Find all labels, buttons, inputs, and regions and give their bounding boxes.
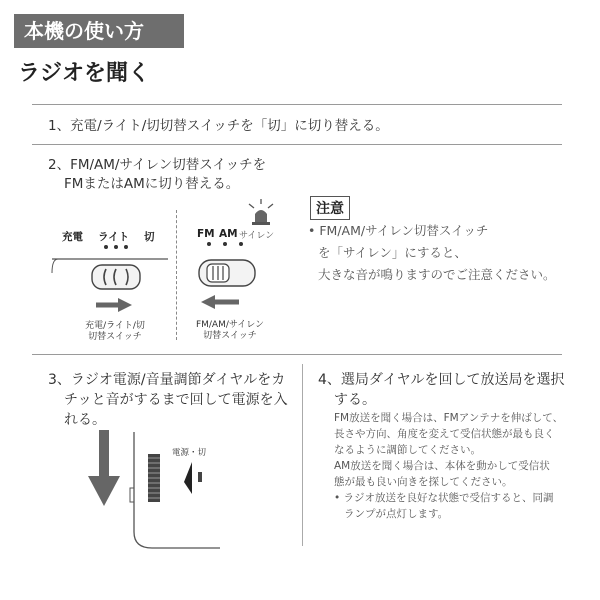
- fm-detail-line2: 長さや方向、角度を変えて受信状態が最も良く: [334, 428, 555, 440]
- step-3-line1: 3、ラジオ電源/音量調節ダイヤルをカ: [48, 372, 286, 388]
- fm-detail-line3: なるように調節してください。: [334, 444, 481, 456]
- divider: [32, 354, 562, 355]
- divider: [32, 104, 562, 105]
- am-detail-line2: 態が最も良い向きを探してください。: [334, 476, 513, 488]
- arrow-left-icon: [199, 294, 241, 310]
- step-2-line1: 2、FM/AM/サイレン切替スイッチを: [48, 157, 267, 173]
- switch1-label-light: ライト: [98, 231, 130, 243]
- section-tab: 本機の使い方: [14, 14, 184, 48]
- siren-icon: [245, 198, 277, 228]
- arrow-down-icon: [86, 428, 122, 510]
- step-1: 1、充電/ライト/切切替スイッチを「切」に切り替える。: [48, 118, 389, 134]
- radio-device-illustration: [128, 432, 220, 552]
- caution-note: [308, 220, 558, 286]
- am-detail-line1: AM放送を聞く場合は、本体を動かして受信状: [334, 460, 550, 472]
- power-off-label: 電源・切: [172, 448, 207, 458]
- caution-line2: を「サイレン」にすると、: [318, 245, 467, 260]
- caution-tag: 注意: [310, 196, 350, 220]
- switch2-label-am: AM: [219, 228, 238, 240]
- switch1-label-off: 切: [144, 231, 155, 243]
- step-3-line3: れる。: [64, 412, 106, 428]
- switch1-slider: [50, 253, 170, 293]
- caution-line1: FM/AM/サイレン切替スイッチ: [319, 223, 489, 238]
- switch2-slider: [185, 252, 295, 292]
- tip-line1: ラジオ放送を良好な状態で受信すると、同調: [343, 492, 554, 504]
- divider: [32, 144, 562, 145]
- step-4-line2: する。: [334, 392, 376, 408]
- switch2-label-siren: サイレン: [239, 231, 275, 241]
- switch1-caption-line1: 充電/ライト/切: [85, 321, 145, 331]
- tip-line2: ランプが点灯します。: [344, 508, 449, 520]
- divider: [176, 210, 177, 340]
- bullet-icon: •: [334, 492, 344, 504]
- switch2-label-fm: FM: [197, 228, 215, 240]
- fm-am-siren-switch-illustration: [185, 198, 295, 348]
- switch1-caption-line2: 切替スイッチ: [88, 332, 142, 342]
- step-3-line2: チッと音がするまで回して電源を入: [64, 392, 288, 408]
- switch2-caption-line1: FM/AM/サイレン: [195, 320, 265, 330]
- switch1-label-charge: 充電: [62, 231, 83, 243]
- bullet-icon: •: [308, 223, 320, 238]
- caution-line3: 大きな音が鳴りますのでご注意ください。: [318, 267, 556, 282]
- switch2-caption-line2: 切替スイッチ: [203, 331, 257, 341]
- step-4-details: [334, 410, 574, 522]
- divider: [302, 364, 303, 546]
- page-title: ラジオを聞く: [18, 61, 151, 86]
- step-2-line2: FMまたはAMに切り替える。: [64, 176, 240, 192]
- fm-detail-line1: FM放送を聞く場合は、FMアンテナを伸ばして、: [334, 412, 564, 424]
- arrow-right-icon: [94, 297, 134, 313]
- charge-light-switch-illustration: [50, 205, 170, 345]
- step-4-line1: 4、選局ダイヤルを回して放送局を選択: [318, 372, 565, 388]
